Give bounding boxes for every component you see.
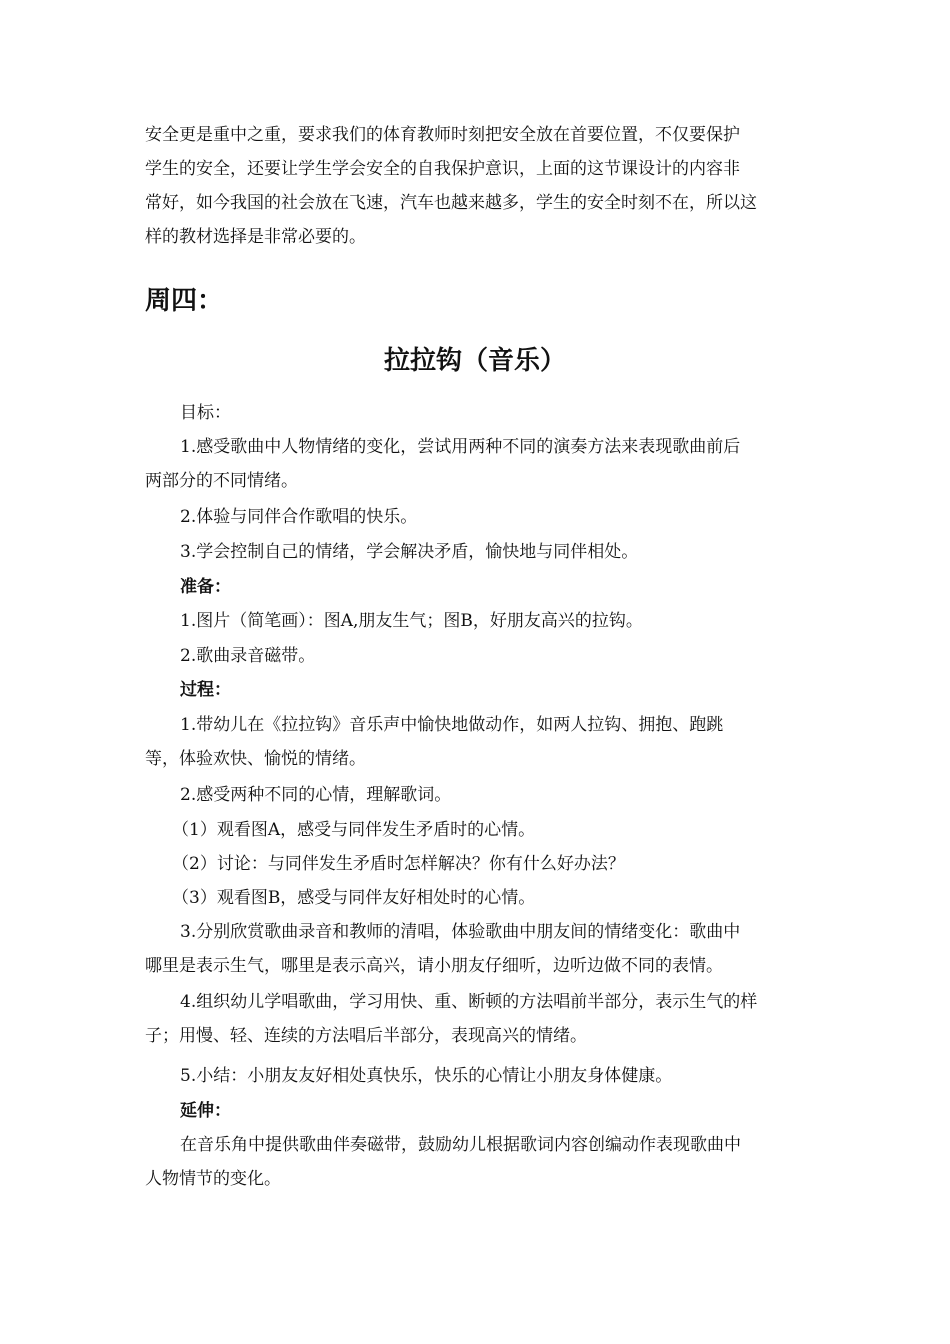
process-item-4 xyxy=(145,985,807,1053)
goal-item-3: 3.学会控制自己的情绪，学会解决矛盾，愉快地与同伴相处。 xyxy=(180,542,639,562)
process-label: 过程： xyxy=(180,680,231,700)
lesson-title: 拉拉钩（音乐） xyxy=(383,346,566,376)
process-item-1-line: 等，体验欢快、愉悦的情绪。 xyxy=(145,749,366,769)
intro-line: 学生的安全，还要让学生学会安全的自我保护意识，上面的这节课设计的内容非 xyxy=(145,159,740,179)
process-item-3-line: 哪里是表示生气，哪里是表示高兴，请小朋友仔细听，边听边做不同的表情。 xyxy=(145,956,723,976)
extension-line: 在音乐角中提供歌曲伴奏磁带，鼓励幼儿根据歌词内容创编动作表现歌曲中 xyxy=(180,1135,741,1155)
process-item-3-line: 3.分别欣赏歌曲录音和教师的清唱，体验歌曲中朋友间的情绪变化：歌曲中 xyxy=(180,922,741,942)
extension-line: 人物情节的变化。 xyxy=(145,1169,281,1189)
goal-item-1-line: 两部分的不同情绪。 xyxy=(145,471,298,491)
goals-label: 目标： xyxy=(180,403,231,423)
prep-label: 准备： xyxy=(180,577,231,597)
goal-item-1 xyxy=(145,430,807,498)
prep-item-1: 1.图片（简笔画）：图A,朋友生气；图B，好朋友高兴的拉钩。 xyxy=(180,611,643,631)
process-sub-2: （2）讨论：与同伴发生矛盾时怎样解决？你有什么好办法？ xyxy=(172,854,625,874)
intro-paragraph xyxy=(145,118,807,254)
process-sub-1: （1）观看图A，感受与同伴发生矛盾时的心情。 xyxy=(172,820,536,840)
process-item-4-line: 子；用慢、轻、连续的方法唱后半部分，表现高兴的情绪。 xyxy=(145,1026,587,1046)
extension-paragraph xyxy=(145,1128,807,1196)
process-item-1-line: 1.带幼儿在《拉拉钩》音乐声中愉快地做动作，如两人拉钩、拥抱、跑跳 xyxy=(180,715,724,735)
extension-label: 延伸： xyxy=(180,1101,231,1121)
intro-line: 常好，如今我国的社会放在飞速，汽车也越来越多，学生的安全时刻不在，所以这 xyxy=(145,193,757,213)
process-item-3 xyxy=(145,915,807,983)
day-heading: 周四： xyxy=(145,286,224,316)
prep-item-2: 2.歌曲录音磁带。 xyxy=(180,646,316,666)
process-item-4-line: 4.组织幼儿学唱歌曲，学习用快、重、断顿的方法唱前半部分，表示生气的样 xyxy=(180,992,758,1012)
intro-line: 安全更是重中之重，要求我们的体育教师时刻把安全放在首要位置，不仅要保护 xyxy=(145,125,740,145)
process-item-2: 2.感受两种不同的心情，理解歌词。 xyxy=(180,785,452,805)
process-item-1 xyxy=(145,708,807,776)
goal-item-1-line: 1.感受歌曲中人物情绪的变化，尝试用两种不同的演奏方法来表现歌曲前后 xyxy=(180,437,741,457)
goal-item-2: 2.体验与同伴合作歌唱的快乐。 xyxy=(180,507,418,527)
process-item-5: 5.小结：小朋友友好相处真快乐，快乐的心情让小朋友身体健康。 xyxy=(180,1066,673,1086)
process-sub-3: （3）观看图B，感受与同伴友好相处时的心情。 xyxy=(172,888,536,908)
intro-line: 样的教材选择是非常必要的。 xyxy=(145,227,366,247)
